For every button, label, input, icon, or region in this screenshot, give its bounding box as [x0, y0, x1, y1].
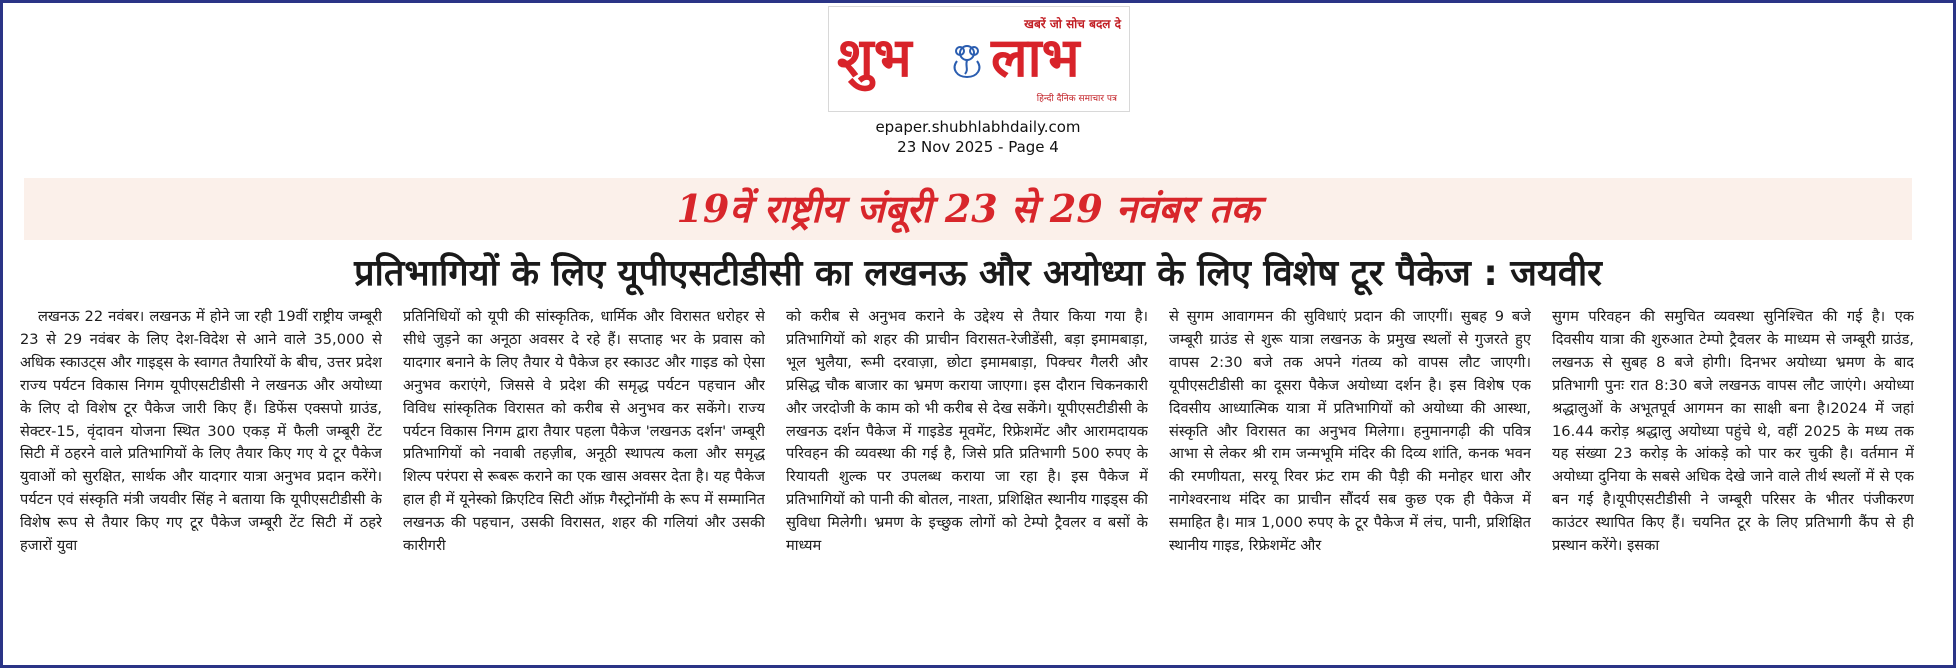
column-text: प्रतिनिधियों को यूपी की सांस्कृतिक, धार्मिक और विरासत धरोहर से सीधे जुड़ने का अनूठा अवसर दे रहे हैं। सप्ताह भर के प्रवास को यादगार बनाने के लिए तैयार ये पैकेज हर स्काउट और गाइड को ऐसा अनुभव कराएंगे, जिससे वे प्रदेश की समृद्ध पर्यटन पहचान और विविध सांस्कृतिक विरासत को करीब से अनुभव कर सकेंगे। राज्य पर्यटन विकास निगम द्वारा तैयार पहला पैकेज 'लखनऊ दर्शन' जम्बूरी प्रतिभागियों को नवाबी तहज़ीब, अनूठी स्थापत्य कला और समृद्ध शिल्प परंपरा से रूबरू कराने का एक खास अवसर देता है। यह पैकेज हाल ही में यूनेस्को क्रिएटिव सिटी ऑफ़ गैस्ट्रोनॉमी के रूप में सम्मानित लखनऊ की पहचान, उसकी विरासत, शहर की गलियां और उसकी कारीगरी [403, 308, 765, 555]
ganesha-emblem-icon [943, 41, 991, 81]
logo-word-laabh: लाभ [991, 25, 1080, 89]
article-column-4 [1169, 306, 1531, 650]
column-text: सुगम परिवहन की समुचित व्यवस्था सुनिश्चित की गई है। एक दिवसीय यात्रा की शुरुआत टेम्पो ट्रैवलर के माध्यम से जम्बूरी ग्राउंड, लखनऊ से सुबह 8 बजे होगी। दिनभर अयोध्या भ्रमण के बाद प्रतिभागी पुनः रात 8:30 बजे लखनऊ वापस लौट जाएंगे। अयोध्या श्रद्धालुओं के अभूतपूर्व आगमन का साक्षी बना है।2024 में जहां 16.44 करोड़ श्रद्धालु अयोध्या पहुंचे थे, वहीं 2025 के मध्य तक यह संख्या 23 करोड़ के आंकड़े को पार कर चुकी है। वर्तमान में अयोध्या दुनिया के सबसे अधिक देखे जाने वाले तीर्थ स्थलों में से एक बन गई है।यूपीएसटीडीसी ने जम्बूरी परिसर के भीतर पंजीकरण काउंटर स्थापित किए हैं। चयनित टूर के लिए प्रतिभागी कैंप से ही प्रस्थान करेंगे। इसका [1552, 308, 1914, 555]
column-text: को करीब से अनुभव कराने के उद्देश्य से तैयार किया गया है। प्रतिभागियों को शहर की प्राचीन विरासत-रेजीडेंसी, बड़ा इमामबाड़ा, भूल भुलैया, रूमी दरवाज़ा, छोटा इमामबाड़ा, पिक्चर गैलरी और प्रसिद्ध चौक बाजार का भ्रमण कराया जाएगा। इस दौरान चिकनकारी और जरदोजी के काम को भी करीब से देख सकेंगे। यूपीएसटीडीसी के लखनऊ दर्शन पैकेज में गाइडेड मूवमेंट, रिफ्रेशमेंट और आरामदायक परिवहन की व्यवस्था की गई है, जिसे प्रति प्रतिभागी 500 रुपए के रियायती शुल्क पर उपलब्ध कराया जा रहा है। इस पैकेज में प्रतिभागियों को पानी की बोतल, नाश्ता, प्रशिक्षित स्थानीय गाइड्स की सुविधा मिलेगी। भ्रमण के इच्छुक लोगों को टेम्पो ट्रैवलर व बसों के माध्यम [786, 308, 1148, 555]
article-column-3 [786, 306, 1148, 650]
article-column-2 [403, 306, 765, 650]
page-date-info: 23 Nov 2025 - Page 4 [897, 138, 1059, 156]
source-url: epaper.shubhlabhdaily.com [875, 118, 1081, 136]
kicker-band [24, 178, 1912, 240]
logo-word-shubh: शुभ [837, 25, 912, 89]
newspaper-masthead [828, 6, 1130, 112]
masthead-tagline: खबरें जो सोच बदल दे [1024, 17, 1121, 31]
article-headline: प्रतिभागियों के लिए यूपीएसटीडीसी का लखनऊ और अयोध्या के लिए विशेष टूर पैकेज : जयवीर [354, 253, 1602, 294]
article-kicker: 19वें राष्ट्रीय जंबूरी 23 से 29 नवंबर तक [676, 186, 1260, 231]
article-column-1 [20, 306, 382, 650]
column-text: से सुगम आवागमन की सुविधाएं प्रदान की जाएगीं। सुबह 9 बजे जम्बूरी ग्राउंड से शुरू यात्रा लखनऊ के प्रमुख स्थलों से गुजरते हुए वापस 2:30 बजे तक अपने गंतव्य को वापस लौट जाएगी।यूपीएसटीडीसी का दूसरा पैकेज अयोध्या दर्शन है। इस विशेष एक दिवसीय आध्यात्मिक यात्रा में प्रतिभागियों को अयोध्या की आस्था, संस्कृति और विरासत का अनुभव मिलेगा। हनुमानगढ़ी की पवित्र आभा से लेकर श्री राम जन्मभूमि मंदिर की दिव्य शांति, कनक भवन की रमणीयता, सरयू रिवर फ्रंट राम की पैड़ी की मनोहर धारा और नागेश्वरनाथ मंदिर का प्राचीन सौंदर्य सब कुछ एक ही पैकेज में समाहित है। मात्र 1,000 रुपए के टूर पैकेज में लंच, पानी, प्रशिक्षित स्थानीय गाइड, रिफ्रेशमेंट और [1169, 308, 1531, 555]
masthead-subtitle: हिन्दी दैनिक समाचार पत्र [1036, 94, 1117, 104]
article-body [20, 306, 1920, 646]
article-column-5 [1552, 306, 1914, 650]
column-text: लखनऊ 22 नवंबर। लखनऊ में होने जा रही 19वीं राष्ट्रीय जम्बूरी 23 से 29 नवंबर के लिए देश-विदेश से आने वाले 35,000 से अधिक स्काउट्स और गाइड्स के स्वागत तैयारियों के बीच, उत्तर प्रदेश राज्य पर्यटन विकास निगम यूपीएसटीडीसी ने लखनऊ और अयोध्या के लिए दो विशेष टूर पैकेज जारी किए हैं। डिफेंस एक्सपो ग्राउंड, सेक्टर-15, वृंदावन योजना स्थित 300 एकड़ में फैली जम्बूरी टेंट सिटी में ठहरने वाले प्रतिभागियों के लिए तैयार किए गए ये टूर पैकेज युवाओं को सुरक्षित, सार्थक और यादगार यात्रा अनुभव प्रदान करेंगे।पर्यटन एवं संस्कृति मंत्री जयवीर सिंह ने बताया कि यूपीएसटीडीसी के विशेष रूप से तैयार किए गए टूर पैकेज जम्बूरी टेंट सिटी में ठहरे हजारों युवा [20, 308, 382, 555]
